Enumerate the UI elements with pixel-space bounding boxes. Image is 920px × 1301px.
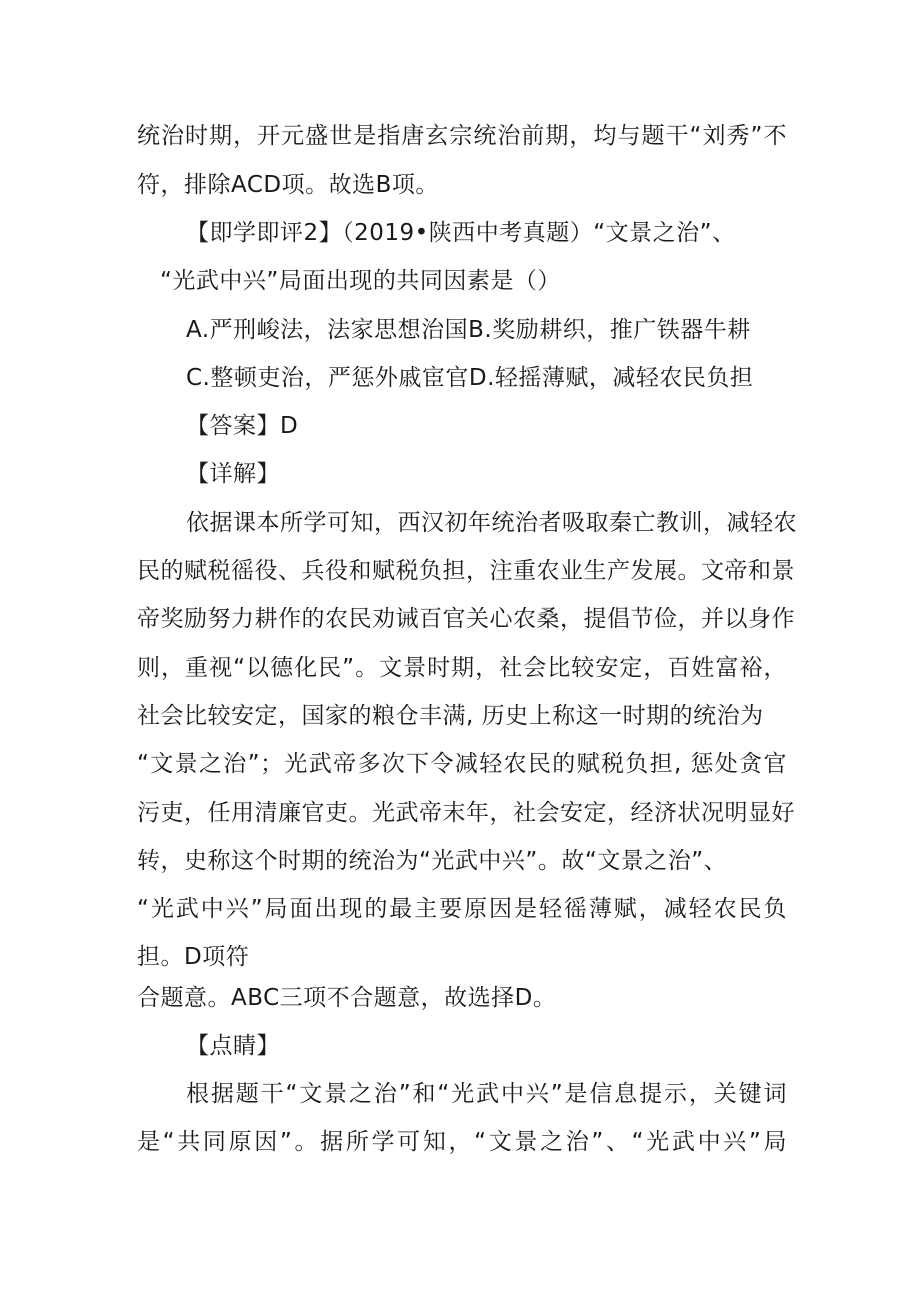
paragraph-line: 转，史称这个时期的统治为“光武中兴”。故“文景之治”、: [137, 848, 728, 874]
paragraph-line: 统治时期，开元盛世是指唐玄宗统治前期，均与题干“刘秀”不: [137, 123, 787, 149]
paragraph-line: 担。D项符: [137, 944, 250, 970]
option-line-cd: C.整顿吏治，严惩外戚宦官D.轻摇薄赋，减轻农民负担: [186, 365, 754, 391]
paragraph-line: 是“共同原因”。据所学可知，“文景之治”、“光武中兴”局: [137, 1129, 787, 1155]
answer-label: 【答案】D: [186, 413, 299, 439]
question-stem: “光武中兴”局面出现的共同因素是（）: [160, 268, 561, 294]
exercise-heading: 【即学即评2】（2019•陕西中考真题）“文景之治”、: [186, 220, 736, 246]
tip-heading: 【点睛】: [186, 1033, 280, 1059]
paragraph-line: 则，重视“以德化民”。文景时期，社会比较安定，百姓富裕，: [137, 655, 787, 681]
explanation-heading: 【详解】: [186, 461, 280, 487]
paragraph-line: “文景之治”；光武帝多次下令减轻农民的赋税负担, 惩处贪官: [137, 751, 788, 777]
paragraph-line: 根据题干“文景之治”和“光武中兴”是信息提示，关键词: [186, 1081, 787, 1107]
paragraph-line: 依据课本所学可知，西汉初年统治者吸取秦亡教训，减轻农: [186, 510, 797, 536]
paragraph-line: 社会比较安定，国家的粮仓丰满, 历史上称这一时期的统治为: [137, 703, 764, 729]
option-line-ab: A.严刑峻法，法家思想治国B.奖励耕织，推广铁器牛耕: [186, 317, 751, 343]
paragraph-line: 污吏，任用清廉官吏。光武帝末年，社会安定，经济状况明显好: [137, 800, 795, 826]
paragraph-line: 合题意。ABC三项不合题意，故选择D。: [137, 985, 557, 1011]
paragraph-line: 帝奖励努力耕作的农民劝诫百官关心农桑，提倡节俭，并以身作: [137, 606, 795, 632]
paragraph-line: 民的赋税徭役、兵役和赋税负担，注重农业生产发展。文帝和景: [137, 558, 795, 584]
paragraph-line: “光武中兴”局面出现的最主要原因是轻徭薄赋，减轻农民负: [137, 896, 787, 922]
paragraph-line: 符，排除ACD项。故选B项。: [137, 172, 439, 198]
